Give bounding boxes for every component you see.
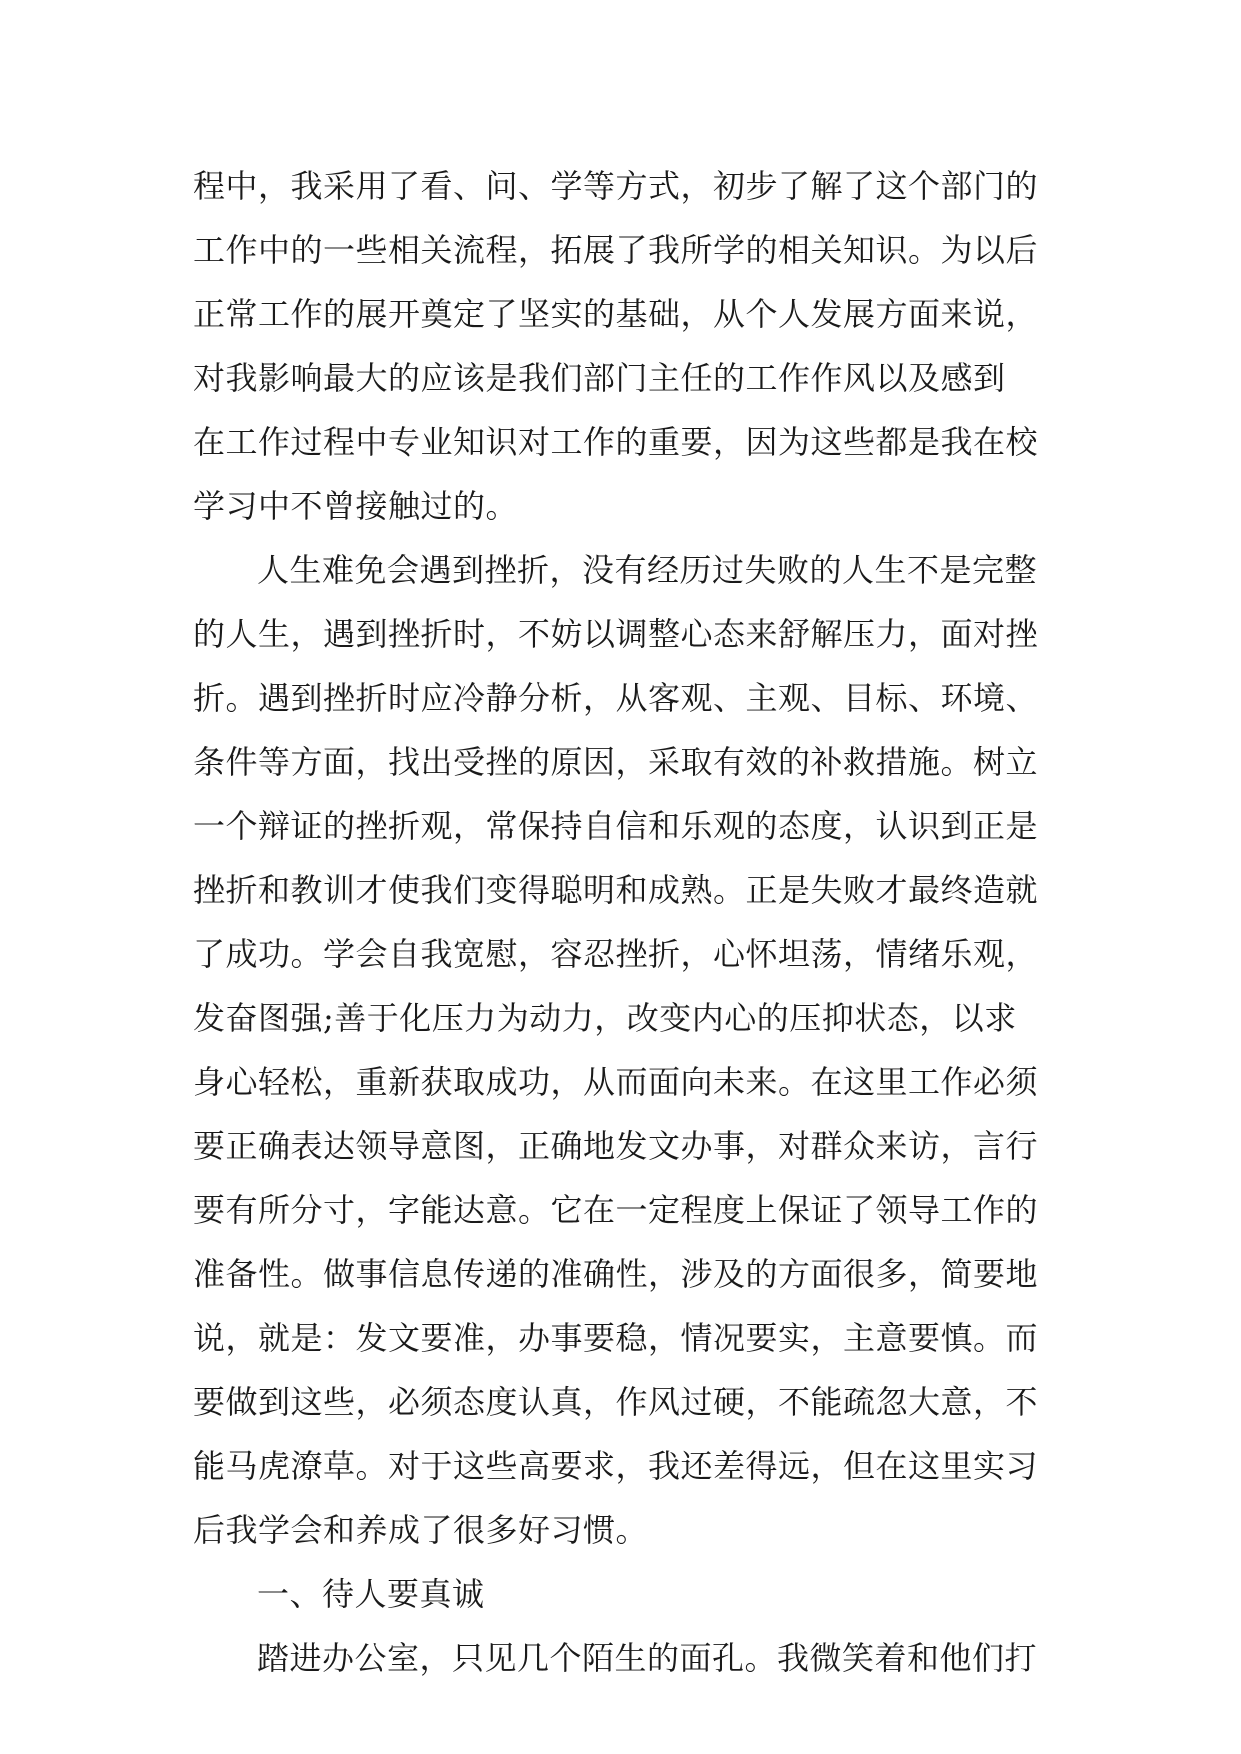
- text-line: 身心轻松，重新获取成功，从而面向未来。在这里工作必须: [193, 1063, 1039, 1101]
- text-line: 正常工作的展开奠定了坚实的基础，从个人发展方面来说，: [193, 295, 1039, 333]
- paragraph-first-line: 人生难免会遇到挫折，没有经历过失败的人生不是完整: [257, 551, 1038, 589]
- text-line: 工作中的一些相关流程，拓展了我所学的相关知识。为以后: [193, 231, 1039, 269]
- text-line: 学习中不曾接触过的。: [193, 487, 519, 525]
- section-heading: 一、待人要真诚: [257, 1575, 485, 1613]
- text-line: 能马虎潦草。对于这些高要求，我还差得远，但在这里实习: [193, 1447, 1039, 1485]
- text-line: 要做到这些，必须态度认真，作风过硬，不能疏忽大意，不: [193, 1383, 1039, 1421]
- document-body: [193, 154, 1063, 1690]
- text-line: 准备性。做事信息传递的准确性，涉及的方面很多，简要地: [193, 1255, 1039, 1293]
- text-line: 要正确表达领导意图，正确地发文办事，对群众来访，言行: [193, 1127, 1039, 1165]
- text-line: 要有所分寸，字能达意。它在一定程度上保证了领导工作的: [193, 1191, 1039, 1229]
- text-line: 发奋图强;善于化压力为动力，改变内心的压抑状态，以求: [193, 999, 1017, 1037]
- text-line: 条件等方面，找出受挫的原因，采取有效的补救措施。树立: [193, 743, 1039, 781]
- text-line: 在工作过程中专业知识对工作的重要，因为这些都是我在校: [193, 423, 1039, 461]
- text-line: 对我影响最大的应该是我们部门主任的工作作风以及感到: [193, 359, 1006, 397]
- text-line: 挫折和教训才使我们变得聪明和成熟。正是失败才最终造就: [193, 871, 1039, 909]
- text-line: 一个辩证的挫折观，常保持自信和乐观的态度，认识到正是: [193, 807, 1039, 845]
- text-line: 程中，我采用了看、问、学等方式，初步了解了这个部门的: [193, 167, 1039, 205]
- text-line: 了成功。学会自我宽慰，容忍挫折，心怀坦荡，情绪乐观，: [193, 935, 1039, 973]
- text-line: 说，就是：发文要准，办事要稳，情况要实，主意要慎。而: [193, 1319, 1039, 1357]
- text-line: 的人生，遇到挫折时，不妨以调整心态来舒解压力，面对挫: [193, 615, 1039, 653]
- text-line: 折。遇到挫折时应冷静分析，从客观、主观、目标、环境、: [193, 679, 1039, 717]
- paragraph-first-line: 踏进办公室，只见几个陌生的面孔。我微笑着和他们打: [257, 1639, 1038, 1677]
- text-line: 后我学会和养成了很多好习惯。: [193, 1511, 649, 1549]
